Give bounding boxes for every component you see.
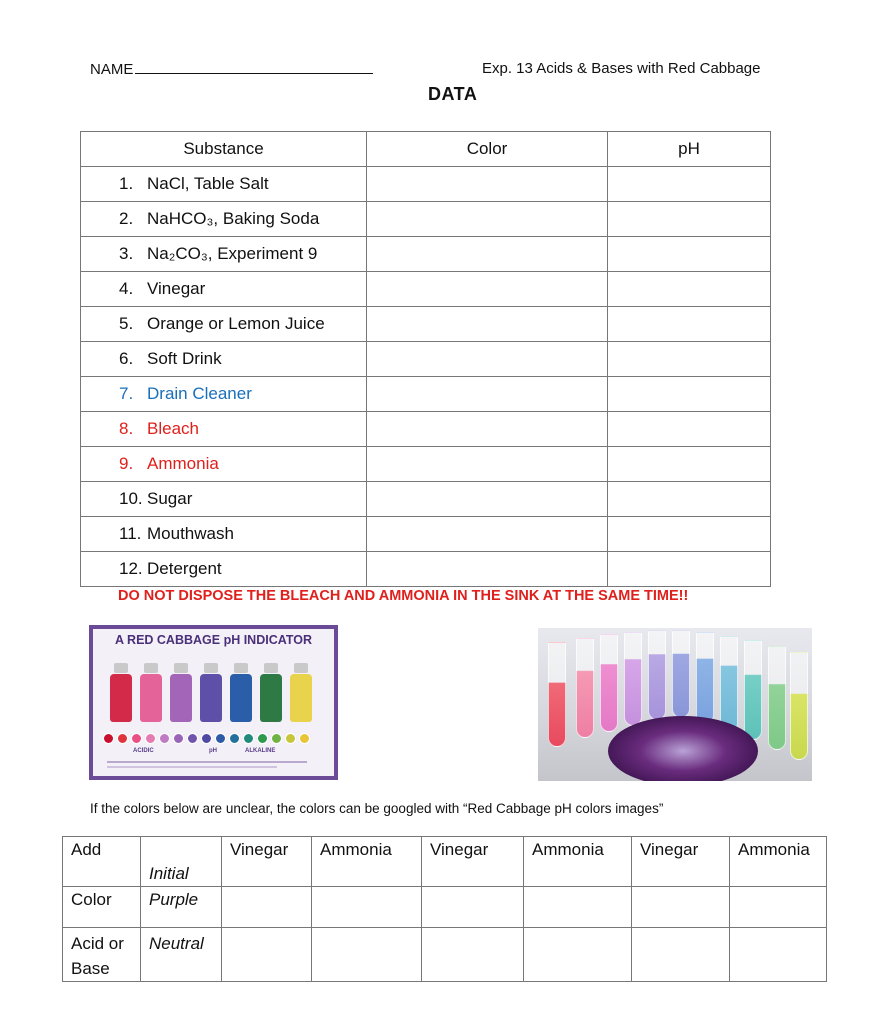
row-number: 11. (119, 524, 142, 543)
observation-cell[interactable] (524, 928, 632, 982)
substance-cell (81, 237, 367, 272)
ph-input-cell[interactable] (608, 167, 771, 202)
table-row (81, 237, 771, 272)
ph-scale-dot (299, 733, 310, 744)
ph-scale-dot (285, 733, 296, 744)
observation-cell[interactable] (524, 887, 632, 928)
acid-base-row-label (63, 928, 141, 982)
row-number: 8. (119, 419, 134, 438)
row-number: 3. (119, 244, 134, 263)
ph-input-cell[interactable] (608, 307, 771, 342)
name-blank-line[interactable] (135, 60, 373, 74)
ph-input-cell[interactable] (608, 482, 771, 517)
indicator-bottle-yellow (290, 674, 312, 722)
test-tube (720, 636, 738, 732)
observation-cell[interactable] (422, 887, 524, 928)
ph-input-cell[interactable] (608, 377, 771, 412)
table-row (81, 342, 771, 377)
substance-name: Mouthwash (147, 524, 234, 543)
color-input-cell[interactable] (367, 517, 608, 552)
test-tube (672, 630, 690, 718)
substance-name: Orange or Lemon Juice (147, 314, 325, 333)
bottle-cap (264, 663, 278, 673)
test-tube (790, 652, 808, 760)
table-row (81, 412, 771, 447)
ph-input-cell[interactable] (608, 237, 771, 272)
ph-label: pH (209, 748, 217, 754)
observation-cell[interactable] (312, 928, 422, 982)
vinegar-ammonia-table (62, 836, 827, 982)
ph-scale-dot (215, 733, 226, 744)
substance-cell (81, 167, 367, 202)
substance-name: Na₂CO₃, Experiment 9 (147, 244, 318, 263)
substance-cell (81, 552, 367, 587)
poster-fine-print (107, 766, 277, 768)
column-header-vinegar: Vinegar (422, 837, 524, 887)
observation-cell[interactable] (632, 928, 730, 982)
add-header: Add (63, 837, 141, 887)
indicator-bottle-red (110, 674, 132, 722)
indicator-bottle-purple (200, 674, 222, 722)
acid-base-initial-value: Neutral (141, 928, 222, 982)
row-number: 5. (119, 314, 134, 333)
substance-name: Detergent (147, 559, 222, 578)
color-input-cell[interactable] (367, 167, 608, 202)
test-tube (696, 632, 714, 724)
substance-cell (81, 377, 367, 412)
substance-table (80, 131, 771, 587)
alkaline-label: ALKALINE (245, 748, 276, 754)
poster-fine-print (107, 761, 307, 763)
column-header-vinegar: Vinegar (222, 837, 312, 887)
bottle-cap (234, 663, 248, 673)
row-number: 1. (119, 174, 134, 193)
initial-header: Initial (141, 837, 222, 887)
substance-name: Sugar (147, 489, 193, 508)
observation-cell[interactable] (422, 928, 524, 982)
table-row (81, 482, 771, 517)
substance-name: Ammonia (147, 454, 219, 473)
ph-scale-dot (173, 733, 184, 744)
table-row (81, 377, 771, 412)
ph-input-cell[interactable] (608, 272, 771, 307)
ph-scale-dot (201, 733, 212, 744)
color-input-cell[interactable] (367, 377, 608, 412)
acid-base-label-line2: Base (71, 959, 110, 978)
color-input-cell[interactable] (367, 447, 608, 482)
table-row (81, 167, 771, 202)
test-tube (624, 632, 642, 726)
name-label: NAME (90, 61, 134, 78)
column-header-ammonia: Ammonia (524, 837, 632, 887)
poster-title: A RED CABBAGE pH INDICATOR (115, 633, 312, 647)
observation-cell[interactable] (632, 887, 730, 928)
test-tube (548, 642, 566, 747)
substance-cell (81, 307, 367, 342)
color-input-cell[interactable] (367, 412, 608, 447)
table-row (81, 447, 771, 482)
ph-scale-dot (103, 733, 114, 744)
table-row (81, 307, 771, 342)
color-input-cell[interactable] (367, 342, 608, 377)
column-header-color: Color (367, 132, 608, 167)
substance-name: Vinegar (147, 279, 206, 298)
column-header-ammonia: Ammonia (312, 837, 422, 887)
table-row (63, 928, 827, 982)
column-header-ph: pH (608, 132, 771, 167)
color-input-cell[interactable] (367, 272, 608, 307)
instructions-note: If the colors below are unclear, the colors can be googled with “Red Cabbage pH colors images” (90, 801, 664, 816)
row-number: 10. (119, 489, 143, 508)
row-number: 12. (119, 559, 143, 578)
observation-cell[interactable] (222, 928, 312, 982)
table-row (81, 202, 771, 237)
safety-warning: DO NOT DISPOSE THE BLEACH AND AMMONIA IN THE SINK AT THE SAME TIME!! (118, 588, 689, 604)
test-tube (648, 630, 666, 720)
ph-input-cell[interactable] (608, 342, 771, 377)
bottle-cap (144, 663, 158, 673)
column-header-vinegar: Vinegar (632, 837, 730, 887)
color-input-cell[interactable] (367, 552, 608, 587)
ph-input-cell[interactable] (608, 202, 771, 237)
substance-cell (81, 447, 367, 482)
substance-cell (81, 412, 367, 447)
color-input-cell[interactable] (367, 202, 608, 237)
bottle-cap (204, 663, 218, 673)
substance-cell (81, 272, 367, 307)
indicator-bottle-violet (170, 674, 192, 722)
observation-cell[interactable] (730, 928, 827, 982)
row-number: 7. (119, 384, 134, 403)
row-number: 4. (119, 279, 134, 298)
test-tube (744, 640, 762, 740)
acid-base-label-line1: Acid or (71, 934, 124, 953)
ph-scale-dot (243, 733, 254, 744)
substance-name: NaCl, Table Salt (147, 174, 269, 193)
substance-name: NaHCO₃, Baking Soda (147, 209, 320, 228)
substance-name: Drain Cleaner (147, 384, 252, 403)
test-tubes-photo (538, 628, 812, 781)
indicator-bottle-pink (140, 674, 162, 722)
section-title: DATA (428, 84, 478, 104)
test-tube (576, 638, 594, 738)
ph-scale-dot (159, 733, 170, 744)
table-row (81, 272, 771, 307)
red-cabbage-leaves (608, 716, 758, 781)
column-header-substance: Substance (81, 132, 367, 167)
substance-cell (81, 342, 367, 377)
ph-indicator-poster (89, 625, 338, 780)
observation-cell[interactable] (222, 887, 312, 928)
observation-cell[interactable] (312, 887, 422, 928)
ph-scale-dot (271, 733, 282, 744)
bottle-cap (114, 663, 128, 673)
indicator-bottle-blue (230, 674, 252, 722)
substance-name: Soft Drink (147, 349, 222, 368)
table-row (81, 517, 771, 552)
ph-input-cell[interactable] (608, 552, 771, 587)
row-number: 2. (119, 209, 134, 228)
table-header-row (63, 837, 827, 887)
ph-scale-dot (145, 733, 156, 744)
table-row (81, 552, 771, 587)
acidic-label: ACIDIC (133, 748, 154, 754)
indicator-bottle-green (260, 674, 282, 722)
color-initial-value: Purple (141, 887, 222, 928)
substance-name: Bleach (147, 419, 199, 438)
bottle-cap (174, 663, 188, 673)
ph-input-cell[interactable] (608, 447, 771, 482)
table-row (63, 887, 827, 928)
substance-cell (81, 202, 367, 237)
experiment-title: Exp. 13 Acids & Bases with Red Cabbage (482, 60, 761, 77)
ph-scale-dot (229, 733, 240, 744)
test-tube (768, 646, 786, 750)
color-input-cell[interactable] (367, 482, 608, 517)
ph-input-cell[interactable] (608, 412, 771, 447)
color-input-cell[interactable] (367, 307, 608, 342)
name-field[interactable] (90, 60, 373, 78)
row-number: 9. (119, 454, 134, 473)
bottle-cap (294, 663, 308, 673)
test-tube (600, 634, 618, 732)
ph-scale-dot (187, 733, 198, 744)
substance-cell (81, 482, 367, 517)
color-input-cell[interactable] (367, 237, 608, 272)
row-number: 6. (119, 349, 134, 368)
color-row-label: Color (63, 887, 141, 928)
ph-scale-dot (131, 733, 142, 744)
column-header-ammonia: Ammonia (730, 837, 827, 887)
ph-input-cell[interactable] (608, 517, 771, 552)
substance-cell (81, 517, 367, 552)
observation-cell[interactable] (730, 887, 827, 928)
ph-scale-dot (257, 733, 268, 744)
table-header-row (81, 132, 771, 167)
ph-scale-dot (117, 733, 128, 744)
